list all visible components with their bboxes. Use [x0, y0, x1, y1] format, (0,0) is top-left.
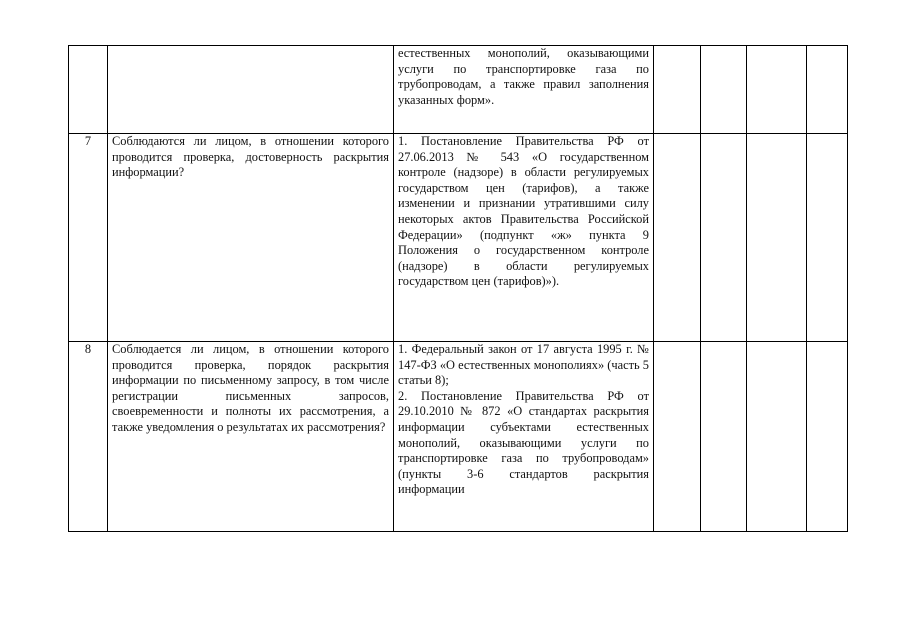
answer-cell	[747, 134, 807, 342]
answer-cell	[701, 134, 747, 342]
row-question	[108, 46, 394, 134]
row-legal-basis	[394, 46, 654, 134]
legal-basis-paragraph: 1. Постановление Правительства РФ от 27.06.2013 № 543 «О государственном контроле (надзоре) в области регулируемых государством цен (тарифов), а также изменении и признании утратившими силу некоторых актов Правительства Российской Федерации» (подпункт «ж» пункта 9 Положения о государственном контроле (надзоре) в области регулируемых государством цен (тарифов)»).	[398, 134, 649, 289]
legal-basis-paragraph: естественных монополий, оказывающими услуги по транспортировке газа по трубопроводам, а также правил заполнения указанных форм».	[398, 46, 649, 107]
answer-cell	[654, 134, 701, 342]
table-row	[69, 134, 848, 342]
answer-cell	[654, 46, 701, 134]
row-question: Соблюдается ли лицом, в отношении которого проводится проверка, порядок раскрытия информации по письменному запросу, в том числе регистрации письменных запросов, своевременности и полноты их рассмотрения, а также уведомления о результатах их рассмотрения?	[108, 342, 394, 532]
legal-basis-paragraph: 2. Постановление Правительства РФ от 29.10.2010 № 872 «О стандартах раскрытия информации субъектами естественных монополий, оказывающими услуги по транспортировке газа по трубопроводам» (пункты 3-6 стандартов раскрытия информации	[398, 388, 649, 497]
row-question: Соблюдаются ли лицом, в отношении которого проводится проверка, достоверность раскрытия информации?	[108, 134, 394, 342]
answer-cell	[747, 46, 807, 134]
row-number: 8	[69, 342, 108, 532]
answer-cell	[807, 342, 848, 532]
answer-cell	[747, 342, 807, 532]
row-number: 7	[69, 134, 108, 342]
table-row	[69, 46, 848, 134]
answer-cell	[701, 46, 747, 134]
checklist-table	[68, 45, 848, 532]
row-legal-basis	[394, 134, 654, 342]
answer-cell	[807, 134, 848, 342]
row-legal-basis	[394, 342, 654, 532]
table-row	[69, 342, 848, 532]
answer-cell	[701, 342, 747, 532]
row-number	[69, 46, 108, 134]
legal-basis-paragraph: 1. Федеральный закон от 17 августа 1995 г. № 147-ФЗ «О естественных монополиях» (часть 5 статьи 8);	[398, 342, 649, 388]
answer-cell	[807, 46, 848, 134]
answer-cell	[654, 342, 701, 532]
